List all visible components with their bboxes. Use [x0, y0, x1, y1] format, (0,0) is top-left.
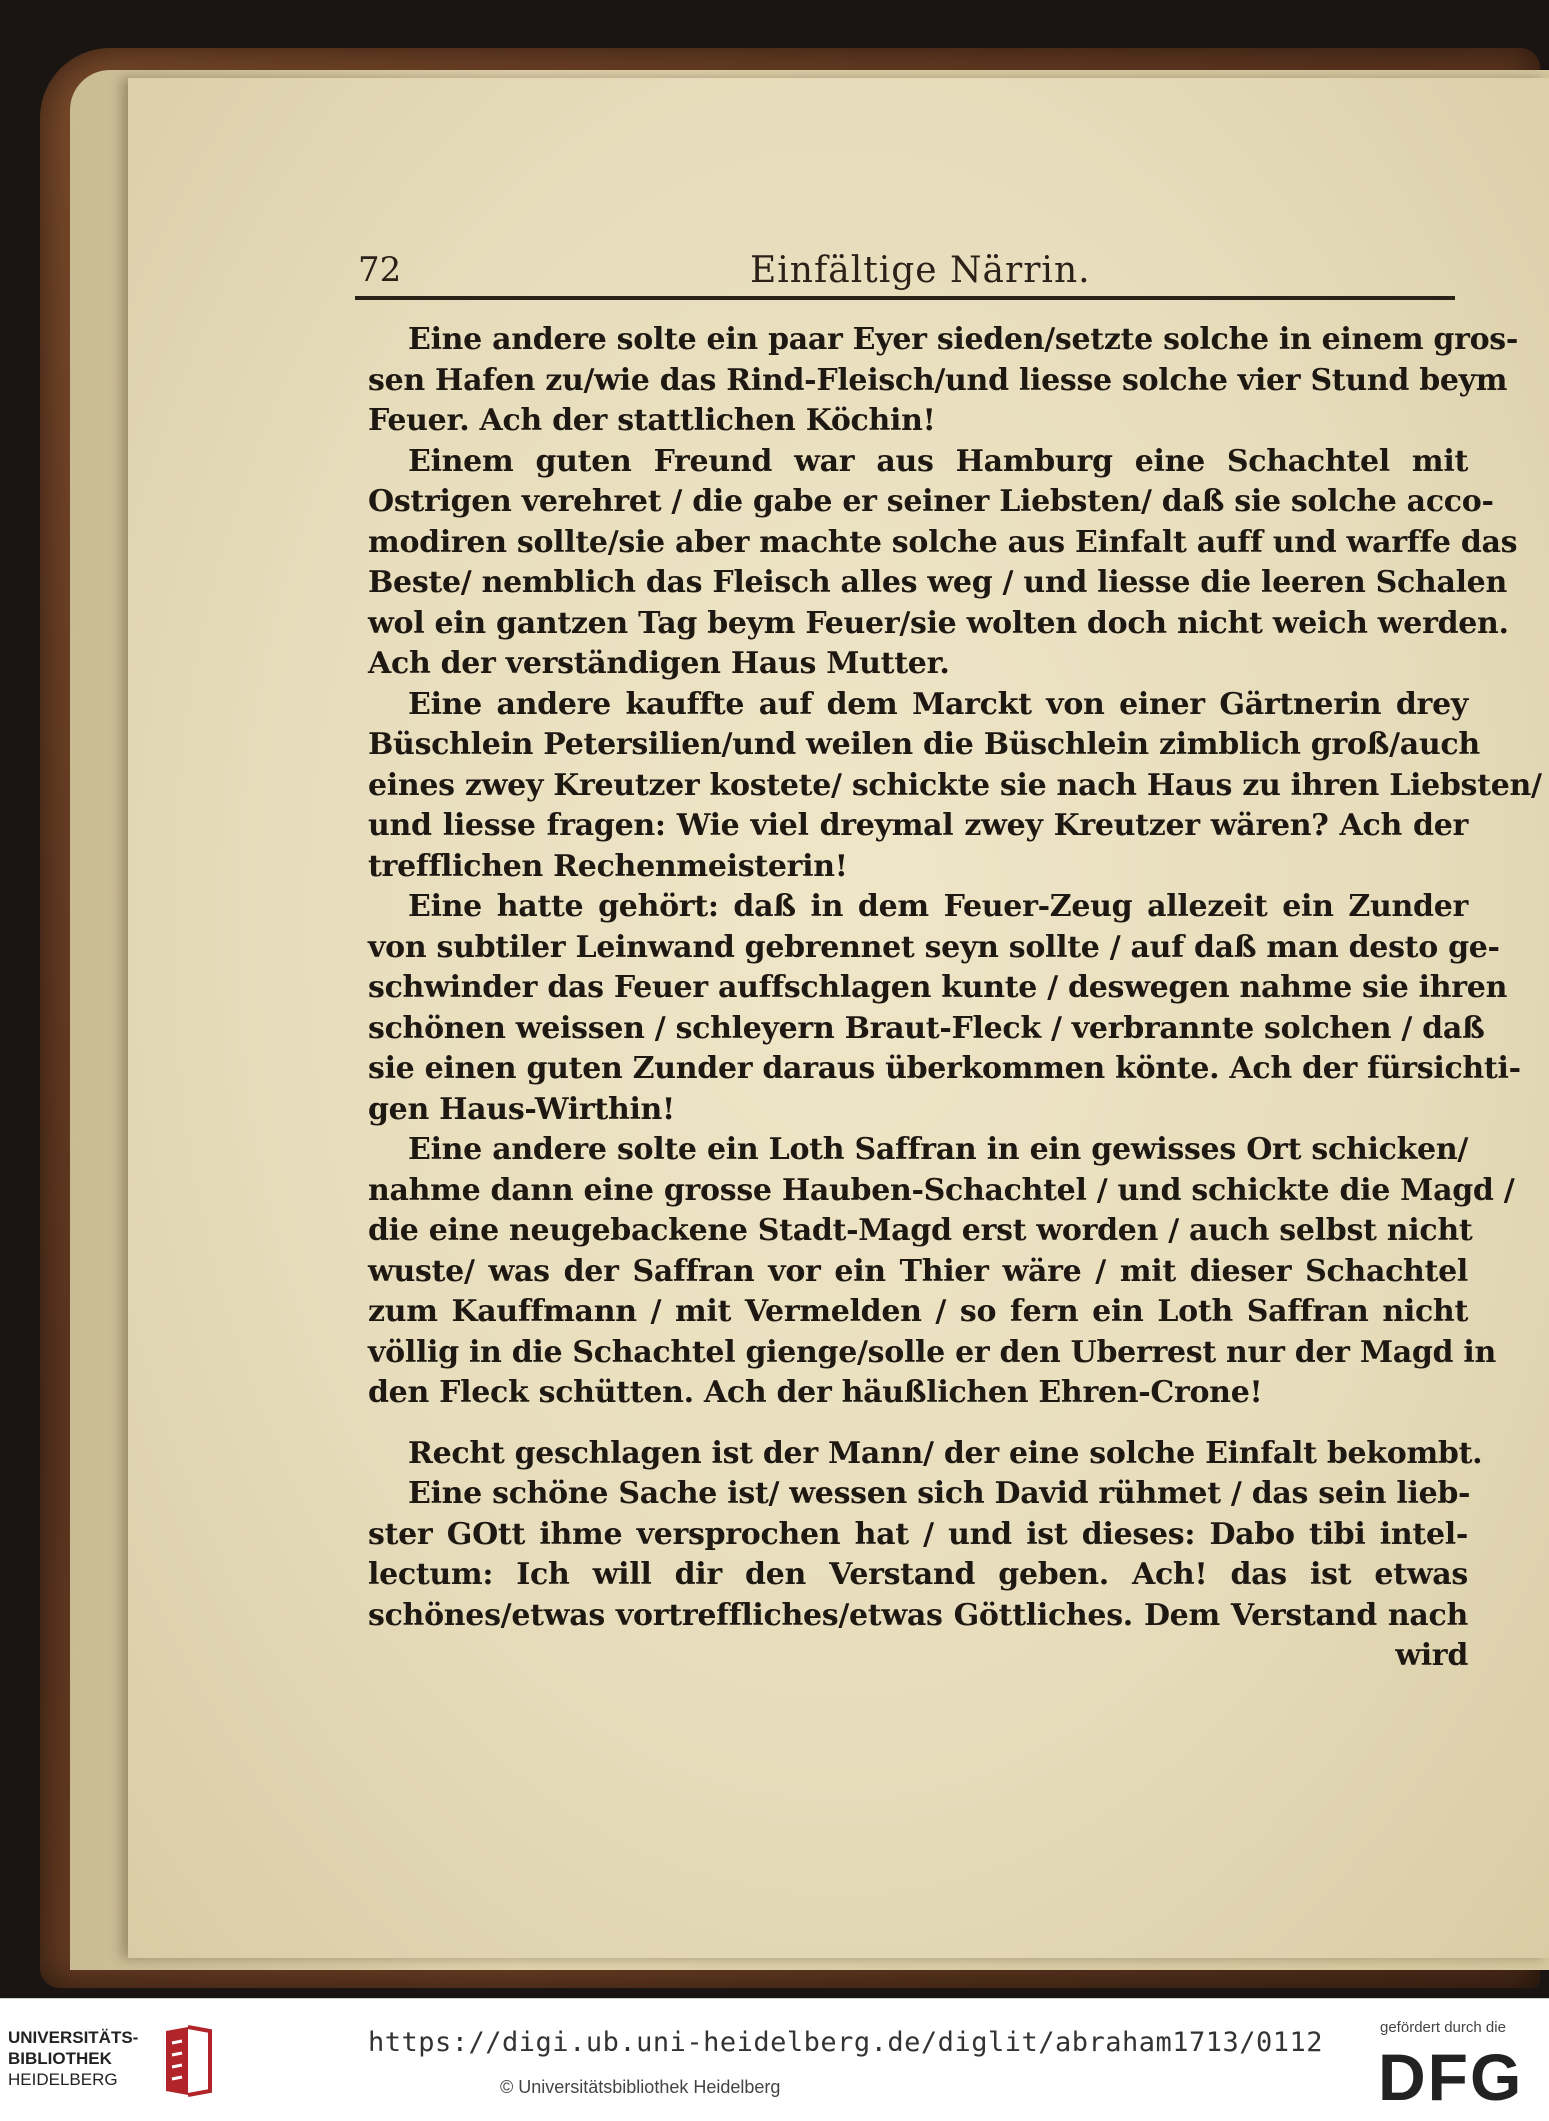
text-line: schönen weissen / schleyern Braut-Fleck / verbrannte solchen / daß [368, 1010, 1485, 1046]
text-line: modiren sollte/sie aber machte solche aus Einfalt auff und warffe das [368, 524, 1518, 560]
body-text [368, 320, 1542, 1677]
text-line: Einem guten Freund war aus Hamburg eine Schachtel mit [408, 443, 1468, 479]
text-line: lectum: Ich will dir den Verstand geben. Ach! das ist etwas [368, 1557, 1468, 1592]
paragraph-gap [368, 1414, 1468, 1434]
text-line: schwinder das Feuer auffschlagen kunte / deswegen nahme sie ihren [368, 970, 1508, 1005]
copyright-notice: © Universitätsbibliothek Heidelberg [500, 2077, 781, 2097]
catchword: wird [1395, 1638, 1468, 1673]
page-number: 72 [358, 250, 402, 290]
text-line: von subtiler Leinwand gebrennet seyn sollte / auf daß man desto ge- [368, 929, 1500, 965]
library-logo-icon [158, 2021, 218, 2101]
text-line: Eine andere solte ein Loth Saffran in ein gewisses Ort schicken/ [408, 1132, 1468, 1167]
text-line: nahme dann eine grosse Hauben-Schachtel / und schickte die Magd / [368, 1172, 1515, 1208]
text-line: und liesse fragen: Wie viel dreymal zwey Kreutzer wären? Ach der [368, 808, 1468, 843]
running-title: Einfältige Närrin. [750, 250, 1091, 291]
text-line: Eine hatte gehört: daß in dem Feuer-Zeug allezeit ein Zunder [408, 889, 1468, 924]
text-line: Ostrigen verehret / die gabe er seiner Liebsten/ daß sie solche acco- [368, 484, 1494, 519]
text-line: Beste/ nemblich das Fleisch alles weg / und liesse die leeren Schalen [368, 565, 1507, 600]
running-head [230, 250, 1450, 310]
text-line: eines zwey Kreutzer kostete/ schickte sie nach Haus zu ihren Liebsten/ [368, 767, 1542, 803]
text-line: Feuer. Ach der stattlichen Köchin! [368, 403, 936, 438]
viewer-footer [0, 1998, 1549, 2121]
text-line: gen Haus-Wirthin! [368, 1091, 675, 1127]
text-line: sie einen guten Zunder daraus überkommen könte. Ach der fürsichti- [368, 1051, 1521, 1086]
funding-caption: gefördert durch die [1380, 2019, 1506, 2036]
text-line: wuste/ was der Saffran vor ein Thier wäre / mit dieser Schachtel [368, 1253, 1468, 1289]
header-rule [355, 296, 1455, 300]
text-line: Eine schöne Sache ist/ wessen sich David rühmet / das sein lieb- [408, 1476, 1471, 1511]
library-name-line3: HEIDELBERG [8, 2070, 118, 2089]
text-line: trefflichen Rechenmeisterin! [368, 848, 848, 884]
text-line: Büschlein Petersilien/und weilen die Büschlein zimblich groß/auch [368, 727, 1480, 762]
text-line: zum Kauffmann / mit Vermelden / so fern ein Loth Saffran nicht [368, 1294, 1468, 1329]
text-line: sen Hafen zu/wie das Rind-Fleisch/und liesse solche vier Stund beym [368, 362, 1508, 398]
text-line: schönes/etwas vortreffliches/etwas Göttliches. Dem Verstand nach [368, 1597, 1468, 1633]
library-logo[interactable] [8, 2027, 148, 2090]
library-name-line1: UNIVERSITÄTS- [8, 2028, 139, 2047]
permalink-url[interactable]: https://digi.ub.uni-heidelberg.de/diglit/abraham1713/0112 [368, 2027, 1324, 2058]
text-line: ster GOtt ihme versprochen hat / und ist dieses: Dabo tibi intel- [368, 1516, 1468, 1552]
text-line: den Fleck schütten. Ach der häußlichen Ehren-Crone! [368, 1375, 1263, 1410]
text-line: völlig in die Schachtel gienge/solle er den Uberrest nur der Magd in [368, 1334, 1496, 1370]
text-line: Eine andere kauffte auf dem Marckt von einer Gärtnerin drey [408, 686, 1468, 722]
text-line: Eine andere solte ein paar Eyer sieden/setzte solche in einem gros- [408, 322, 1519, 357]
text-line: die eine neugebackene Stadt-Magd erst worden / auch selbst nicht [368, 1213, 1473, 1248]
dfg-logo[interactable]: DFG [1378, 2040, 1524, 2114]
text-line: wol ein gantzen Tag beym Feuer/sie wolten doch nicht weich werden. [368, 605, 1509, 641]
library-name-line2: BIBLIOTHEK [8, 2049, 112, 2068]
text-line: Ach der verständigen Haus Mutter. [368, 646, 950, 681]
text-line: Recht geschlagen ist der Mann/ der eine solche Einfalt bekombt. [408, 1435, 1483, 1471]
